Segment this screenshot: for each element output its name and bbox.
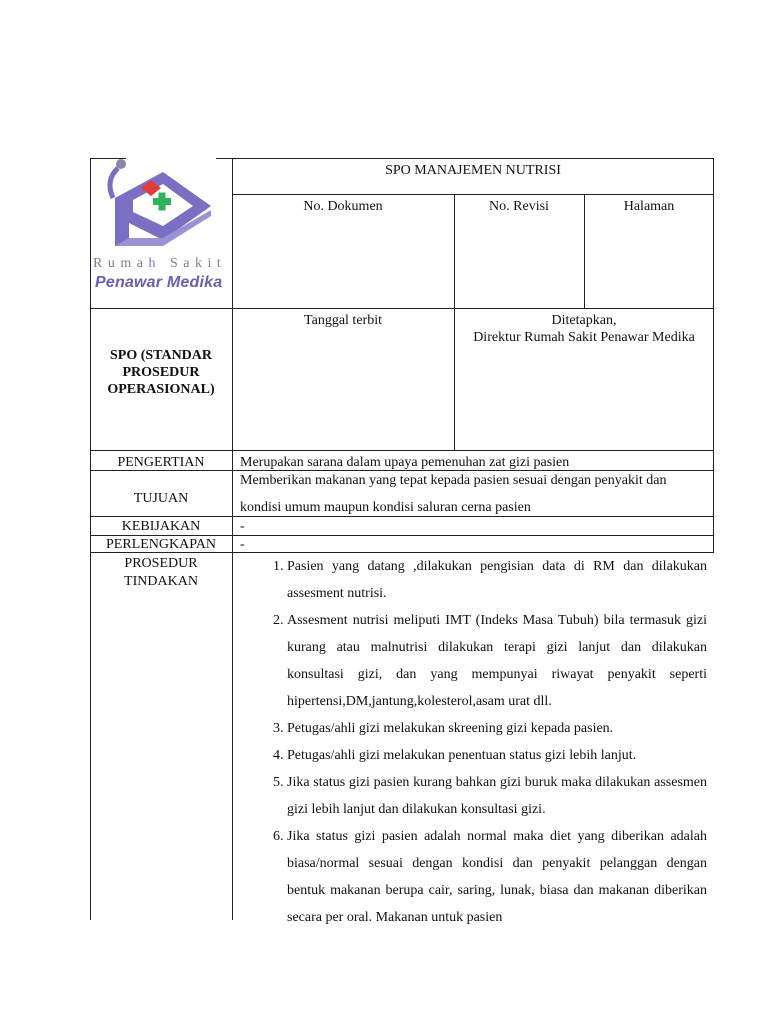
ditetapkan-label: Ditetapkan, bbox=[551, 313, 617, 328]
hospital-logo bbox=[93, 158, 228, 298]
pengertian-value: Merupakan sarana dalam upaya pemenuhan zat gizi pasien bbox=[240, 455, 570, 470]
perlengkapan-label: PERLENGKAPAN bbox=[106, 537, 216, 552]
logo-emblem-icon bbox=[93, 158, 228, 258]
kebijakan-label: KEBIJAKAN bbox=[121, 519, 201, 534]
spo-label-line1: SPO (STANDAR bbox=[109, 348, 213, 363]
halaman-label: Halaman bbox=[623, 199, 675, 214]
procedure-list bbox=[240, 553, 707, 931]
grid-line bbox=[90, 450, 714, 451]
grid-line bbox=[232, 194, 714, 195]
no-revisi-label: No. Revisi bbox=[489, 199, 549, 214]
kebijakan-value: - bbox=[240, 519, 245, 534]
no-dokumen-label: No. Dokumen bbox=[303, 199, 383, 214]
document-title: SPO MANAJEMEN NUTRISI bbox=[385, 163, 561, 178]
procedure-steps bbox=[240, 553, 707, 931]
procedure-step: 4. Petugas/ahli gizi melakukan penentuan status gizi lebih lanjut. bbox=[287, 742, 707, 769]
grid-line bbox=[90, 516, 714, 517]
tanggal-terbit-label: Tanggal terbit bbox=[304, 313, 382, 328]
procedure-step: 6. Jika status gizi pasien adalah normal maka diet yang diberikan adalah biasa/normal sesuai dengan kondisi dan penyakit pelanggan dengan bentuk makanan berupa cair, saring, lunak, biasa dan makanan diberikan secara per oral. Makanan untuk pasien bbox=[287, 823, 707, 931]
procedure-step: 1. Pasien yang datang ,dilakukan pengisian data di RM dan dilakukan assesment nutrisi. bbox=[287, 553, 707, 607]
procedure-step: 5. Jika status gizi pasien kurang bahkan gizi buruk maka dilakukan assesmen gizi lebih lanjut dan dilakukan konsultasi gizi. bbox=[287, 769, 707, 823]
logo-text-rumah-sakit: Rumah Sakit bbox=[93, 256, 227, 271]
spo-label-line2: PROSEDUR bbox=[122, 365, 200, 380]
procedure-step: 2. Assesment nutrisi meliputi IMT (Indeks Masa Tubuh) bila termasuk gizi kurang atau malnutrisi dilakukan terapi gizi lanjut dan dilakukan konsultasi gizi, dan yang mempunyai riwayat penyakit seperti hipertensi,DM,jantung,kolesterol,asam urat dll. bbox=[287, 607, 707, 715]
grid-line bbox=[216, 158, 714, 159]
tujuan-value-line1: Memberikan makanan yang tepat kepada pasien sesuai dengan penyakit dan bbox=[240, 473, 667, 488]
grid-line bbox=[90, 308, 714, 309]
procedure-step: 3. Petugas/ahli gizi melakukan skreening gizi kepada pasien. bbox=[287, 715, 707, 742]
pengertian-label: PENGERTIAN bbox=[117, 455, 205, 470]
spo-label-line3: OPERASIONAL) bbox=[107, 382, 215, 397]
tujuan-value-line2: kondisi umum maupun kondisi saluran cerna pasien bbox=[240, 500, 531, 515]
grid-line bbox=[713, 158, 714, 552]
prosedur-label-line2: TINDAKAN bbox=[124, 574, 198, 589]
direktur-label: Direktur Rumah Sakit Penawar Medika bbox=[473, 330, 695, 345]
logo-text-penawar-medika: Penawar Medika bbox=[95, 274, 223, 291]
grid-line bbox=[232, 158, 233, 920]
perlengkapan-value: - bbox=[240, 537, 245, 552]
prosedur-label-line1: PROSEDUR bbox=[124, 556, 198, 571]
tujuan-label: TUJUAN bbox=[133, 491, 189, 506]
